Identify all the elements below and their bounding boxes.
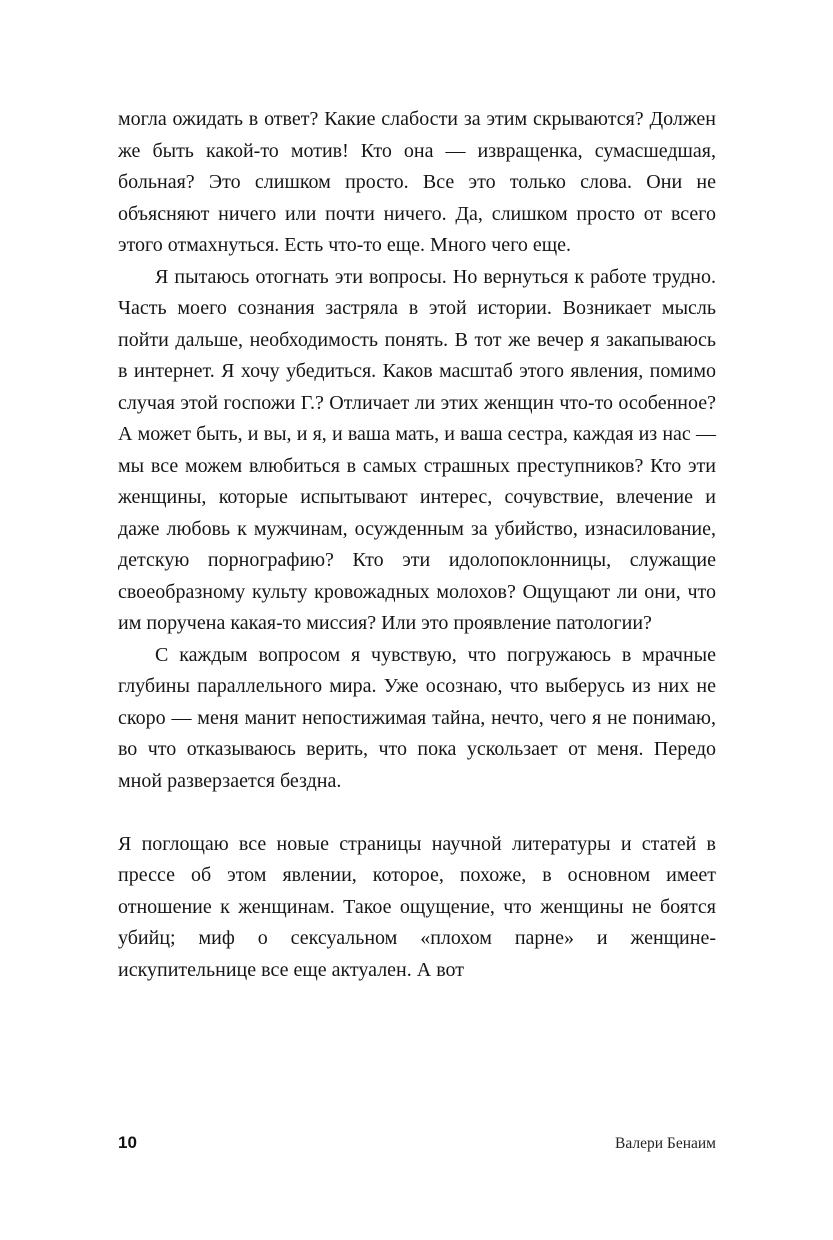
paragraph-4: Я поглощаю все новые страницы научной литературы и статей в прессе об этом явлении, которое, похоже, в основном имеет отношение к женщинам. Такое ощущение, что женщины не боятся убийц; миф о сексуальном «плохом парне» и женщине-искупительнице все еще актуален. А вот	[118, 832, 716, 981]
text-block	[118, 104, 716, 986]
paragraph-1: могла ожидать в ответ? Какие слабости за этим скрываются? Должен же быть какой-то мотив! Кто она — извращенка, сумасшедшая, больная? Это слишком просто. Все это только слова. Они не объясняют ничего или почти ничего. Да, слишком просто от всего этого отмахнуться. Есть что-то еще. Много чего еще.	[118, 108, 716, 256]
page-footer	[118, 1133, 716, 1153]
page-number: 10	[118, 1133, 137, 1152]
paragraph-3: С каждым вопросом я чувствую, что погружаюсь в мрачные глубины параллельного мира. Уже осознаю, что выберусь из них не скоро — меня манит непостижимая тайна, нечто, чего я не понимаю, во что отказываюсь верить, что пока ускользает от меня. Передо мной разверзается бездна.	[118, 643, 716, 792]
running-footer-author: Валери Бенаим	[615, 1135, 716, 1152]
paragraph-2: Я пытаюсь отогнать эти вопросы. Но вернуться к работе трудно. Часть моего сознания застряла в этой истории. Возникает мысль пойти дальше, необходимость понять. В тот же вечер я закапываюсь в интернет. Я хочу убедиться. Каков масштаб этого явления, помимо случая этой госпожи Г.? Отличает ли этих женщин что-то особенное? А может быть, и вы, и я, и ваша мать, и ваша сестра, каждая из нас — мы все можем влюбиться в самых страшных преступников? Кто эти женщины, которые испытывают интерес, сочувствие, влечение и даже любовь к мужчинам, осужденным за убийство, изнасилование, детскую порнографию? Кто эти идолопоклонницы, служащие своеобразному культу кровожадных молохов? Ощущают ли они, что им поручена какая-то миссия? Или это проявление патологии?	[118, 265, 716, 634]
